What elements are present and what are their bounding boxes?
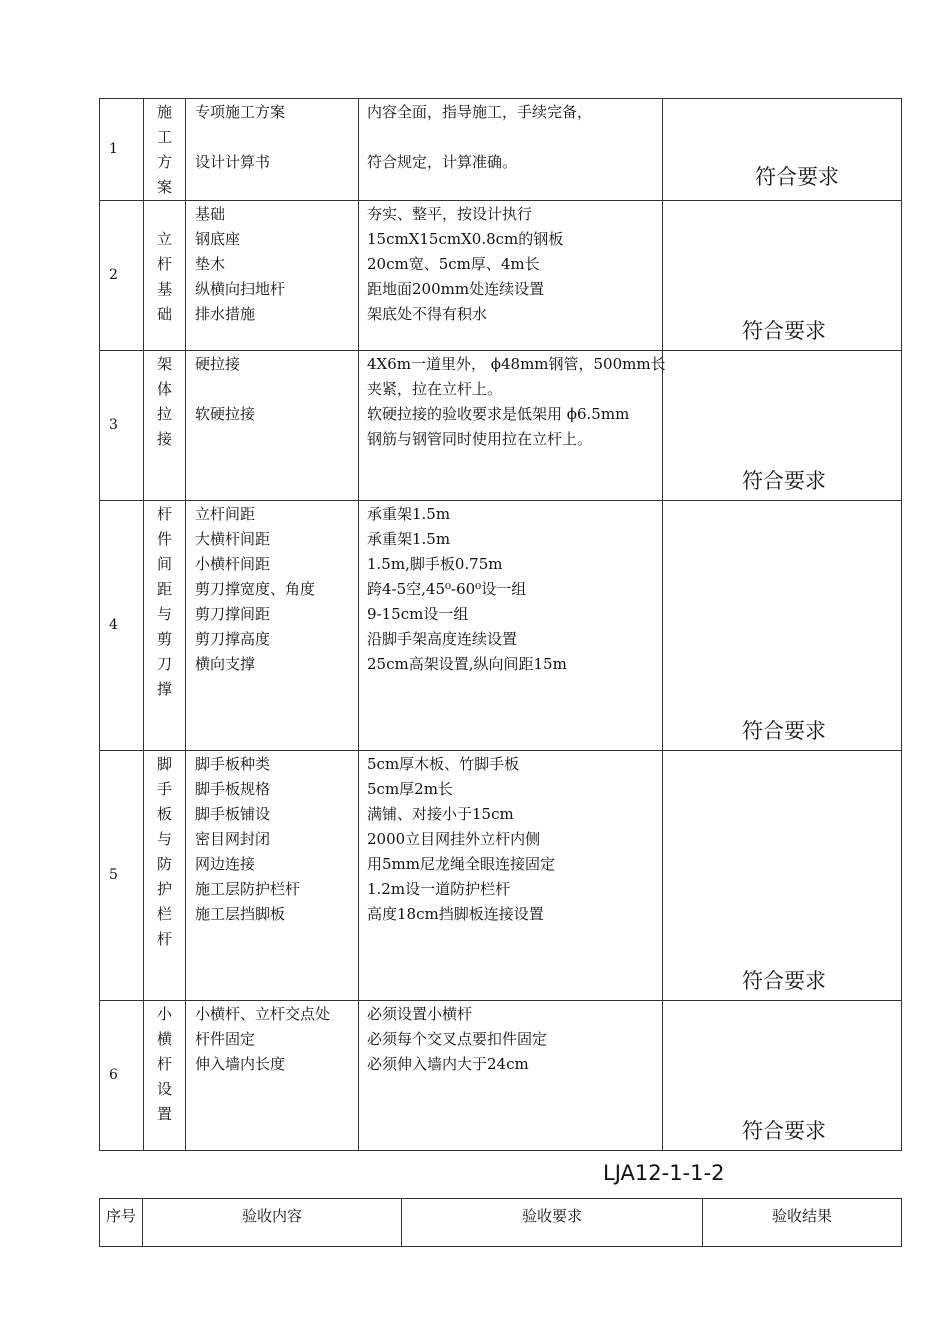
header-row bbox=[100, 1199, 902, 1247]
content-item: 剪刀撑高度 bbox=[195, 630, 271, 648]
requirement-item: 符合规定，计算准确。 bbox=[367, 153, 518, 171]
requirement-item: 1.2m设一道防护栏杆 bbox=[367, 880, 511, 898]
content-item: 软硬拉接 bbox=[195, 405, 256, 423]
result-cell bbox=[663, 201, 902, 351]
content-item: 密目网封闭 bbox=[195, 830, 271, 848]
category-cell bbox=[144, 501, 186, 751]
requirement-item: 20cm宽、5cm厚、4m长 bbox=[367, 255, 540, 273]
requirement-item: 必须每个交叉点要扣件固定 bbox=[367, 1030, 548, 1048]
content-cell bbox=[186, 501, 359, 751]
category-char: 接 bbox=[156, 430, 172, 448]
category-char: 与 bbox=[156, 605, 172, 623]
requirement-item: 9-15cm设一组 bbox=[367, 605, 469, 623]
requirement-item: 满铺、对接小于15cm bbox=[367, 805, 514, 823]
table-row bbox=[100, 201, 902, 351]
document-code: LJA12-1-1-2 bbox=[603, 1161, 725, 1185]
category-cell bbox=[144, 751, 186, 1001]
requirement-cell bbox=[359, 351, 666, 501]
content-cell bbox=[186, 351, 359, 501]
category-char: 置 bbox=[156, 1105, 172, 1123]
category-char: 架 bbox=[156, 355, 172, 373]
category-char: 案 bbox=[156, 178, 172, 196]
category-char bbox=[144, 202, 185, 227]
requirement-cell bbox=[359, 1001, 663, 1151]
table-row bbox=[100, 501, 902, 751]
content-item: 钢底座 bbox=[195, 230, 241, 248]
result-text: 符合要求 bbox=[742, 469, 826, 493]
category-char: 方 bbox=[156, 153, 172, 171]
result-cell bbox=[663, 351, 902, 501]
category-char: 础 bbox=[156, 305, 172, 323]
content-item: 垫木 bbox=[195, 255, 226, 273]
requirement-item: 沿脚手架高度连续设置 bbox=[367, 630, 518, 648]
category-char: 剪 bbox=[156, 630, 172, 648]
row-number: 6 bbox=[100, 1001, 144, 1151]
table-row bbox=[100, 351, 902, 501]
category-char: 防 bbox=[156, 855, 172, 873]
requirement-item: 夹紧，拉在立杆上。 bbox=[367, 380, 503, 398]
content-cell bbox=[186, 201, 359, 351]
content-item bbox=[195, 125, 358, 150]
content-item: 小横杆间距 bbox=[195, 555, 271, 573]
category-char: 体 bbox=[156, 380, 172, 398]
requirement-item: 承重架1.5m bbox=[367, 530, 451, 548]
table-row bbox=[100, 99, 902, 201]
row-number: 5 bbox=[100, 751, 144, 1001]
category-char: 撑 bbox=[156, 680, 172, 698]
content-item bbox=[195, 377, 358, 402]
category-char: 脚 bbox=[156, 755, 172, 773]
requirement-item: 必须伸入墙内大于24cm bbox=[367, 1055, 529, 1073]
table-row bbox=[100, 1001, 902, 1151]
result-cell bbox=[663, 99, 902, 201]
category-cell bbox=[144, 99, 186, 201]
result-text: 符合要求 bbox=[742, 1119, 826, 1143]
category-char: 设 bbox=[156, 1080, 172, 1098]
content-cell bbox=[186, 751, 359, 1001]
content-item: 专项施工方案 bbox=[195, 103, 286, 121]
content-item: 伸入墙内长度 bbox=[195, 1055, 286, 1073]
requirement-item bbox=[367, 125, 662, 150]
content-item: 立杆间距 bbox=[195, 505, 256, 523]
content-item: 网边连接 bbox=[195, 855, 256, 873]
category-cell bbox=[144, 201, 186, 351]
content-item: 施工层挡脚板 bbox=[195, 905, 286, 923]
content-item: 剪刀撑间距 bbox=[195, 605, 271, 623]
category-char: 手 bbox=[156, 780, 172, 798]
requirement-item: 1.5m,脚手板0.75m bbox=[367, 555, 503, 573]
content-item: 硬拉接 bbox=[195, 355, 241, 373]
content-item: 脚手板种类 bbox=[195, 755, 271, 773]
content-item: 施工层防护栏杆 bbox=[195, 880, 301, 898]
category-char: 板 bbox=[156, 805, 172, 823]
category-char: 距 bbox=[156, 580, 172, 598]
requirement-item: 钢筋与钢管同时使用拉在立杆上。 bbox=[367, 430, 593, 448]
requirement-item: 跨4-5空,45⁰-60⁰设一组 bbox=[367, 580, 527, 598]
category-char: 施 bbox=[156, 103, 172, 121]
category-char: 栏 bbox=[156, 905, 172, 923]
category-char: 横 bbox=[156, 1030, 172, 1048]
result-text: 符合要求 bbox=[742, 969, 826, 993]
category-char: 杆 bbox=[156, 255, 172, 273]
requirement-item: 15cmX15cmX0.8cm的钢板 bbox=[367, 230, 564, 248]
requirement-cell bbox=[359, 751, 663, 1001]
content-item: 脚手板铺设 bbox=[195, 805, 271, 823]
requirement-item: 2000立目网挂外立杆内侧 bbox=[367, 830, 541, 848]
requirement-item: 距地面200mm处连续设置 bbox=[367, 280, 545, 298]
content-item: 排水措施 bbox=[195, 305, 256, 323]
requirement-item: 5cm厚2m长 bbox=[367, 780, 453, 798]
result-text: 符合要求 bbox=[742, 319, 826, 343]
row-number: 3 bbox=[100, 351, 144, 501]
requirement-item: 用5mm尼龙绳全眼连接固定 bbox=[367, 855, 555, 873]
category-char: 间 bbox=[156, 555, 172, 573]
content-item: 基础 bbox=[195, 205, 226, 223]
requirement-item: 25cm高架设置,纵向间距15m bbox=[367, 655, 567, 673]
table-row bbox=[100, 751, 902, 1001]
category-char: 件 bbox=[156, 530, 172, 548]
requirement-cell bbox=[359, 501, 663, 751]
category-char: 工 bbox=[156, 128, 172, 146]
result-text: 符合要求 bbox=[742, 719, 826, 743]
category-char: 与 bbox=[156, 830, 172, 848]
requirement-item: 夯实、整平，按设计执行 bbox=[367, 205, 533, 223]
content-cell bbox=[186, 99, 359, 201]
header-content: 验收内容 bbox=[143, 1199, 402, 1247]
category-char: 杆 bbox=[156, 505, 172, 523]
content-item: 横向支撑 bbox=[195, 655, 256, 673]
requirement-item: 4X6m一道里外， ϕ48mm钢管，500mm长 bbox=[367, 355, 666, 373]
category-char: 杆 bbox=[156, 1055, 172, 1073]
content-item: 设计计算书 bbox=[195, 153, 271, 171]
content-cell bbox=[186, 1001, 359, 1151]
category-char: 立 bbox=[156, 230, 172, 248]
content-item: 大横杆间距 bbox=[195, 530, 271, 548]
category-char: 小 bbox=[156, 1005, 172, 1023]
requirement-item: 内容全面，指导施工，手续完备， bbox=[367, 103, 593, 121]
requirement-item: 承重架1.5m bbox=[367, 505, 451, 523]
category-char: 刀 bbox=[156, 655, 172, 673]
content-item: 小横杆、立杆交点处 bbox=[195, 1005, 331, 1023]
category-cell bbox=[144, 351, 186, 501]
category-char: 杆 bbox=[156, 930, 172, 948]
inspection-table bbox=[99, 98, 902, 1151]
result-cell bbox=[663, 501, 902, 751]
content-item: 纵横向扫地杆 bbox=[195, 280, 286, 298]
content-item: 剪刀撑宽度、角度 bbox=[195, 580, 316, 598]
requirement-cell bbox=[359, 99, 663, 201]
content-item: 脚手板规格 bbox=[195, 780, 271, 798]
requirement-item: 高度18cm挡脚板连接设置 bbox=[367, 905, 544, 923]
header-seq: 序号 bbox=[100, 1199, 143, 1247]
category-char: 基 bbox=[156, 280, 172, 298]
category-char: 护 bbox=[156, 880, 172, 898]
result-text: 符合要求 bbox=[755, 165, 839, 189]
row-number: 2 bbox=[100, 201, 144, 351]
result-cell bbox=[663, 751, 902, 1001]
category-char: 拉 bbox=[156, 405, 172, 423]
requirement-item: 必须设置小横杆 bbox=[367, 1005, 473, 1023]
header-requirement: 验收要求 bbox=[402, 1199, 703, 1247]
header-table bbox=[99, 1198, 902, 1247]
requirement-cell bbox=[359, 201, 663, 351]
requirement-item: 软硬拉接的验收要求是低架用 ϕ6.5mm bbox=[367, 405, 630, 423]
requirement-item: 架底处不得有积水 bbox=[367, 305, 488, 323]
header-result: 验收结果 bbox=[703, 1199, 902, 1247]
content-item: 杆件固定 bbox=[195, 1030, 256, 1048]
category-cell bbox=[144, 1001, 186, 1151]
result-cell bbox=[663, 1001, 902, 1151]
row-number: 4 bbox=[100, 501, 144, 751]
requirement-item: 5cm厚木板、竹脚手板 bbox=[367, 755, 520, 773]
row-number: 1 bbox=[100, 99, 144, 201]
